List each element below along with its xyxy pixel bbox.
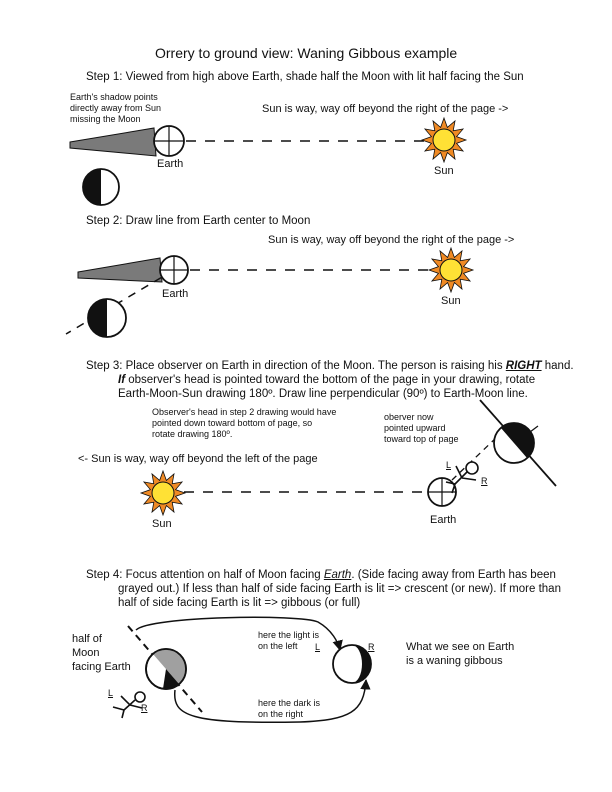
step1-sun-icon xyxy=(422,118,466,162)
step1-shadow-note: Earth's shadow points directly away from Sun missing the Moon xyxy=(70,92,162,124)
step2-earth-label: Earth xyxy=(162,288,189,300)
step3-earth-label: Earth xyxy=(430,514,457,526)
step3-observer-note: oberver now pointed upward toward top of page xyxy=(384,412,459,444)
step2-sun-label: Sun xyxy=(441,295,461,307)
step2-earth-shadow xyxy=(78,258,162,282)
step3-instruction-line1: Step 3: Place observer on Earth in direction of the Moon. The person is raising his RIGHT hand. xyxy=(86,360,574,372)
step4-observer-figure xyxy=(113,692,145,718)
step1-instruction: Step 1: Viewed from high above Earth, shade half the Moon with lit half facing the Sun xyxy=(86,71,524,83)
step4-view-right-label: R xyxy=(368,642,375,652)
step1-earth-icon xyxy=(154,126,184,156)
step1-earth-label: Earth xyxy=(157,158,184,170)
step4-light-note: here the light is on the left xyxy=(258,630,320,651)
step2-sun-note: Sun is way, way off beyond the right of the page -> xyxy=(268,234,515,246)
step4-view-left-label: L xyxy=(315,642,321,652)
step3-instruction-line2: If observer's head is pointed toward the bottom of the page in your drawing, rotate xyxy=(118,374,536,386)
step4-group xyxy=(113,617,371,722)
step2-sun-icon xyxy=(429,248,473,292)
step3-moon-tick xyxy=(530,426,538,432)
step2-earth-icon xyxy=(160,256,188,284)
step3-head-note: Observer's head in step 2 drawing would have pointed down toward bottom of page, so rotate drawing 180º. xyxy=(152,407,337,439)
step1-earth-shadow xyxy=(70,128,156,156)
step3-group xyxy=(141,400,556,515)
step2-group xyxy=(66,248,473,337)
step4-instruction-line2: grayed out.) If less than half of side facing Earth is lit => crescent (or new). If more than xyxy=(118,583,561,595)
page-title: Orrery to ground view: Waning Gibbous example xyxy=(155,45,458,61)
step4-waning-gibbous-icon xyxy=(333,645,371,683)
step4-half-moon-label: half of Moon facing Earth xyxy=(72,633,131,673)
step1-group xyxy=(70,118,466,205)
step3-sun-icon xyxy=(141,471,185,515)
step1-sun-note: Sun is way, way off beyond the right of the page -> xyxy=(262,103,509,115)
step3-left-hand-label: L xyxy=(446,460,452,470)
step4-observer-left-label: L xyxy=(108,688,114,698)
step4-observer-right-label: R xyxy=(141,703,148,713)
step1-sun-label: Sun xyxy=(434,165,454,177)
step3-right-hand-label: R xyxy=(481,476,488,486)
step3-moon-icon xyxy=(494,423,534,463)
step3-sun-label: Sun xyxy=(152,518,172,530)
step4-result-note: What we see on Earth is a waning gibbous xyxy=(406,641,515,667)
step1-moon-icon xyxy=(83,169,119,205)
step4-instruction-line3: half of side facing Earth is lit => gibbous (or full) xyxy=(118,597,361,609)
step4-bottom-arrow xyxy=(175,680,366,722)
step4-moon-icon xyxy=(146,649,186,689)
step4-top-arrow xyxy=(136,617,340,650)
step4-instruction-line1: Step 4: Focus attention on half of Moon facing Earth. (Side facing away from Earth has been xyxy=(86,569,556,581)
step2-moon-icon xyxy=(88,299,126,337)
step3-sun-note: <- Sun is way, way off beyond the left of the page xyxy=(78,453,318,465)
step4-dark-note: here the dark is on the right xyxy=(258,698,321,719)
step2-instruction: Step 2: Draw line from Earth center to Moon xyxy=(86,215,311,227)
step3-instruction-line3: Earth-Moon-Sun drawing 180º. Draw line perpendicular (90º) to Earth-Moon line. xyxy=(118,388,528,400)
